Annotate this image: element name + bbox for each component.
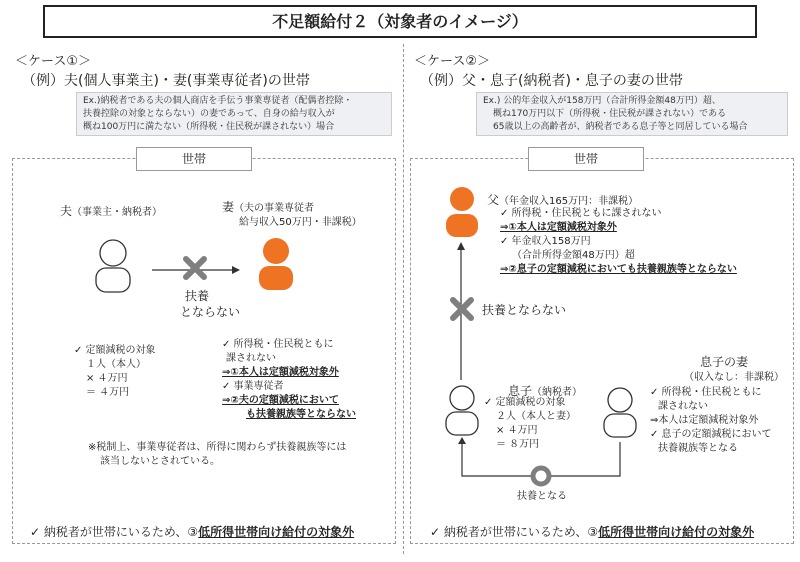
- father-title: 父: [487, 193, 500, 207]
- son-wife-sub: （収入なし：非課税）: [684, 372, 784, 383]
- son-line: × ４万円: [496, 425, 538, 436]
- left-line: ✓ 定額減税の対象: [74, 345, 156, 356]
- remark-line: ※税制上、事業専従者は、所得に関わらず扶養親族等には: [88, 442, 347, 453]
- footer-text: ✓ 納税者が世帯にいるため、③: [30, 525, 199, 539]
- dependent-text: 扶養となる: [517, 491, 567, 502]
- case2-footer: [430, 524, 754, 540]
- right-line: ✓ 事業専従者: [222, 381, 284, 392]
- right-line: ⇒①本人は定額減税対象外: [222, 367, 339, 378]
- case1-heading: （例）夫(個人事業主)・妻(事業専従者)の世帯: [22, 73, 310, 89]
- son-details: [484, 396, 576, 452]
- note-line: 扶養控除の対象とならない）の妻であって、自身の給与収入が: [83, 109, 335, 119]
- circle-mark-icon: [533, 468, 549, 484]
- note-line: 概ね100万円に満たない（所得税・住民税が課されない）場合: [83, 122, 335, 132]
- son-line: ２人（本人と妻）: [496, 411, 576, 422]
- case2-heading: （例）父・息子(納税者)・息子の妻の世帯: [420, 73, 683, 89]
- husband-title: 夫: [60, 204, 73, 218]
- right-line: も扶養親族等とならない: [246, 409, 356, 420]
- note-line: Ex.) 公的年金収入が158万円（合計所得金額48万円）超、: [483, 96, 721, 106]
- husband-sub: （事業主・納税者）: [72, 207, 163, 218]
- wife-line: ✓ 所得税・住民税ともに: [650, 387, 762, 398]
- wife-line: ⇒本人は定額減税対象外: [650, 415, 759, 426]
- page-title: 不足額給付２（対象者のイメージ）: [43, 5, 757, 38]
- wife-sub2: 給与収入50万円・非課税）: [239, 217, 362, 228]
- son-wife-details: [650, 386, 772, 456]
- note-line: Ex.)納税者である夫の個人商店を手伝う事業専従者（配偶者控除・: [83, 96, 353, 106]
- case1-label: ＜ケース①＞: [15, 54, 92, 69]
- left-line: ＝ ４万円: [86, 387, 130, 398]
- cross-mark-icon: [453, 300, 471, 318]
- son-sub: （納税者）: [532, 387, 583, 398]
- dependent-text-1: 扶養: [185, 289, 210, 303]
- not-dependent-text: 扶養とならない: [482, 303, 567, 317]
- left-line: × ４万円: [86, 373, 128, 384]
- father-line: ✓ 年金収入158万円: [500, 236, 591, 247]
- wife-sub1: （夫の事業専従者: [234, 203, 315, 214]
- son-title: 息子: [508, 384, 533, 398]
- father-line: （合計所得金額48万円）超: [512, 250, 635, 261]
- father-person-icon: [446, 187, 478, 237]
- son-wife-title: 息子の妻: [700, 355, 749, 369]
- father-sub: （年金収入165万円：非課税）: [499, 196, 639, 207]
- right-line: ✓ 所得税・住民税ともに: [222, 339, 334, 350]
- wife-title: 妻: [222, 200, 235, 214]
- father-line: ✓ 所得税・住民税ともに課されない: [500, 208, 662, 219]
- case2-household-label: 世帯: [528, 147, 644, 171]
- father-line: ⇒①本人は定額減税対象外: [500, 222, 617, 233]
- footer-text: ✓ 納税者が世帯にいるため、③: [430, 525, 599, 539]
- dependent-text-2: とならない: [180, 305, 241, 319]
- father-line: ⇒②息子の定額減税においても扶養親族等とならない: [500, 264, 737, 275]
- son-line: ＝ ８万円: [496, 439, 540, 450]
- wife-line: 課されない: [658, 401, 708, 412]
- father-details: [500, 207, 737, 277]
- footer-bold: 低所得世帯向け給付の対象外: [598, 525, 755, 539]
- son-wife-person-icon: [604, 388, 636, 437]
- right-line: ⇒②夫の定額減税において: [222, 395, 339, 406]
- father-label: [487, 189, 638, 209]
- wife-line: ✓ 息子の定額減税において: [650, 429, 772, 440]
- son-line: ✓ 定額減税の対象: [484, 397, 566, 408]
- case1-household-label: 世帯: [136, 147, 252, 171]
- wife-line: 扶養親族等となる: [658, 443, 738, 454]
- son-person-icon: [446, 386, 478, 435]
- left-line: １人（本人）: [86, 359, 146, 370]
- right-line: 課されない: [226, 353, 276, 364]
- footer-bold: 低所得世帯向け給付の対象外: [198, 525, 355, 539]
- case2-label: ＜ケース②＞: [414, 54, 491, 69]
- note-line: 65歳以上の高齢者が、納税者である息子等と同居している場合: [493, 122, 748, 132]
- remark-line: 該当しないとされている。: [100, 456, 220, 467]
- note-line: 概ね170万円以下（所得税・住民税が課されない）である: [493, 109, 727, 119]
